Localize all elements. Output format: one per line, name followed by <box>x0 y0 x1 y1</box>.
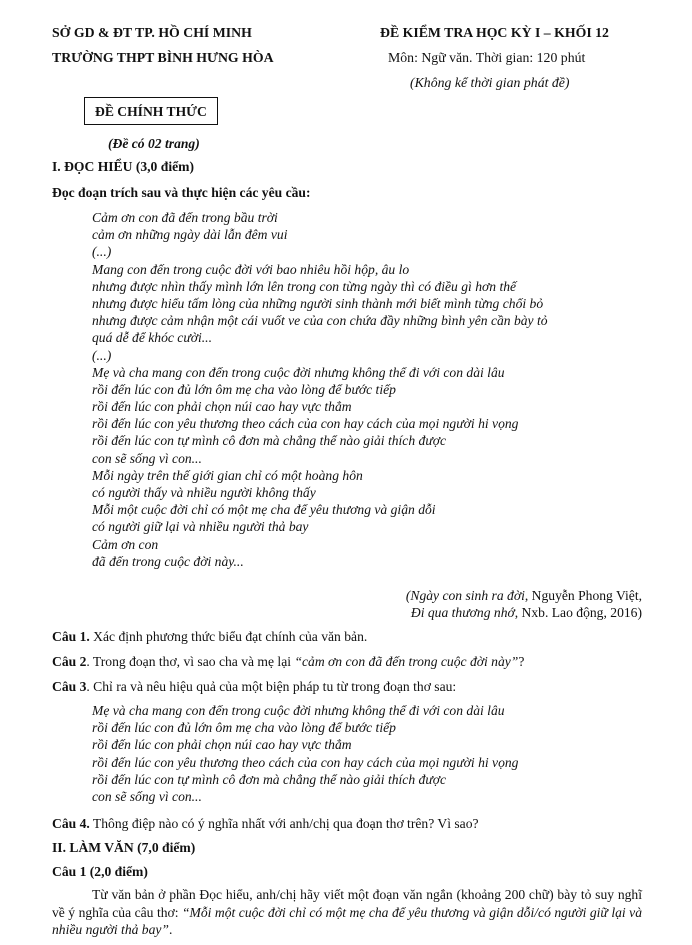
poem-line: nhưng được hiểu tấm lòng của những người sinh thành mới biết mình từng chối bỏ <box>92 295 544 311</box>
exam-time-note: (Không kể thời gian phát đề) <box>410 75 570 90</box>
poem-line: Mang con đến trong cuộc đời với bao nhiêu hồi hộp, âu lo <box>92 261 410 277</box>
poem-line: Mỗi một cuộc đời chỉ có một mẹ cha để yêu thương và giận dỗi <box>92 502 436 518</box>
section2-title: II. LÀM VĂN (7,0 điểm) <box>52 840 196 855</box>
exam-subject: Môn: Ngữ văn. Thời gian: 120 phút <box>388 50 586 65</box>
poem-line: cảm ơn những ngày dài lẫn đêm vui <box>92 227 288 243</box>
excerpt-line: rồi đến lúc con phải chọn núi cao hay vực thẳm <box>92 737 352 753</box>
poem-line: rồi đến lúc con yêu thương theo cách của con hay cách của mọi người hi vọng <box>92 416 519 432</box>
poem-line: nhưng được nhìn thấy mình lớn lên trong con từng ngày thì có điều gì hơn thế <box>92 278 517 294</box>
question-1: Câu 1. Xác định phương thức biểu đạt chính của văn bản. <box>52 629 368 644</box>
section1-title: I. ĐỌC HIỂU (3,0 điểm) <box>52 159 194 174</box>
question-2: Câu 2. Trong đoạn thơ, vì sao cha và mẹ lại “cảm ơn con đã đến trong cuộc đời này”? <box>52 654 525 669</box>
poem-line: quá dễ để khóc cười... <box>92 330 212 346</box>
school-name: TRƯỜNG THPT BÌNH HƯNG HÒA <box>52 50 274 65</box>
poem-line: có người thấy và nhiều người không thấy <box>92 485 316 500</box>
poem-line: Mẹ và cha mang con đến trong cuộc đời nhưng không thể đi với con dài lâu <box>92 364 505 380</box>
excerpt-line: con sẽ sống vì con... <box>92 788 202 804</box>
section1-instruction: Đọc đoạn trích sau và thực hiện các yêu cầu: <box>52 185 311 200</box>
exam-title: ĐỀ KIỂM TRA HỌC KỲ I – KHỐI 12 <box>380 25 609 40</box>
poem-line: có người giữ lại và nhiều người thả bay <box>92 519 309 535</box>
source-line-1: (Ngày con sinh ra đời, Nguyễn Phong Việt, <box>405 588 642 603</box>
poem-line: Cảm ơn con <box>92 536 159 552</box>
source-line-2: Đi qua thương nhớ, Nxb. Lao động, 2016) <box>410 605 642 620</box>
excerpt-line: rồi đến lúc con đủ lớn ôm mẹ cha vào lòng để bước tiếp <box>92 720 396 736</box>
quoted-excerpt <box>92 702 518 805</box>
poem-line: rồi đến lúc con đủ lớn ôm mẹ cha vào lòng để bước tiếp <box>92 381 396 397</box>
poem-line: rồi đến lúc con phải chọn núi cao hay vực thẳm <box>92 399 352 415</box>
question-4: Câu 4. Thông điệp nào có ý nghĩa nhất với anh/chị qua đoạn thơ trên? Vì sao? <box>52 816 479 831</box>
poem-line: Mỗi ngày trên thế giới gian chỉ có một hoàng hôn <box>92 467 363 483</box>
poem-line: (...) <box>92 347 112 363</box>
essay-question-1-text: Từ văn bản ở phần Đọc hiểu, anh/chị hãy viết một đoạn văn ngắn (khoảng 200 chữ) bày tỏ suy nghĩ về ý nghĩa của câu thơ: “Mỗi một cuộc đời chỉ có một mẹ cha để yêu thương và giận dỗi/có người giữ lại và nhiều người thả bay”. <box>52 887 642 937</box>
poem-line: Cảm ơn con đã đến trong bầu trời <box>92 210 278 225</box>
poem-excerpt <box>92 209 548 570</box>
department-name: SỞ GD & ĐT TP. HỒ CHÍ MINH <box>52 25 252 40</box>
poem-line: đã đến trong cuộc đời này... <box>92 553 244 569</box>
excerpt-line: rồi đến lúc con yêu thương theo cách của con hay cách của mọi người hi vọng <box>92 754 519 770</box>
essay-question-1-label: Câu 1 (2,0 điểm) <box>52 864 148 879</box>
excerpt-line: rồi đến lúc con tự mình cô đơn mà chẳng thể nào giải thích được <box>92 771 447 787</box>
poem-line: nhưng được cảm nhận một cái vuốt ve của con chứa đầy những bình yên cần bày tỏ <box>92 313 548 329</box>
official-label: ĐỀ CHÍNH THỨC <box>84 97 218 125</box>
question-3: Câu 3. Chỉ ra và nêu hiệu quả của một biện pháp tu từ trong đoạn thơ sau: <box>52 679 457 694</box>
pages-note: (Đề có 02 trang) <box>108 136 200 151</box>
poem-line: rồi đến lúc con tự mình cô đơn mà chẳng thể nào giải thích được <box>92 433 447 449</box>
excerpt-line: Mẹ và cha mang con đến trong cuộc đời nhưng không thể đi với con dài lâu <box>92 703 505 718</box>
poem-line: (...) <box>92 244 112 260</box>
poem-line: con sẽ sống vì con... <box>92 450 202 466</box>
